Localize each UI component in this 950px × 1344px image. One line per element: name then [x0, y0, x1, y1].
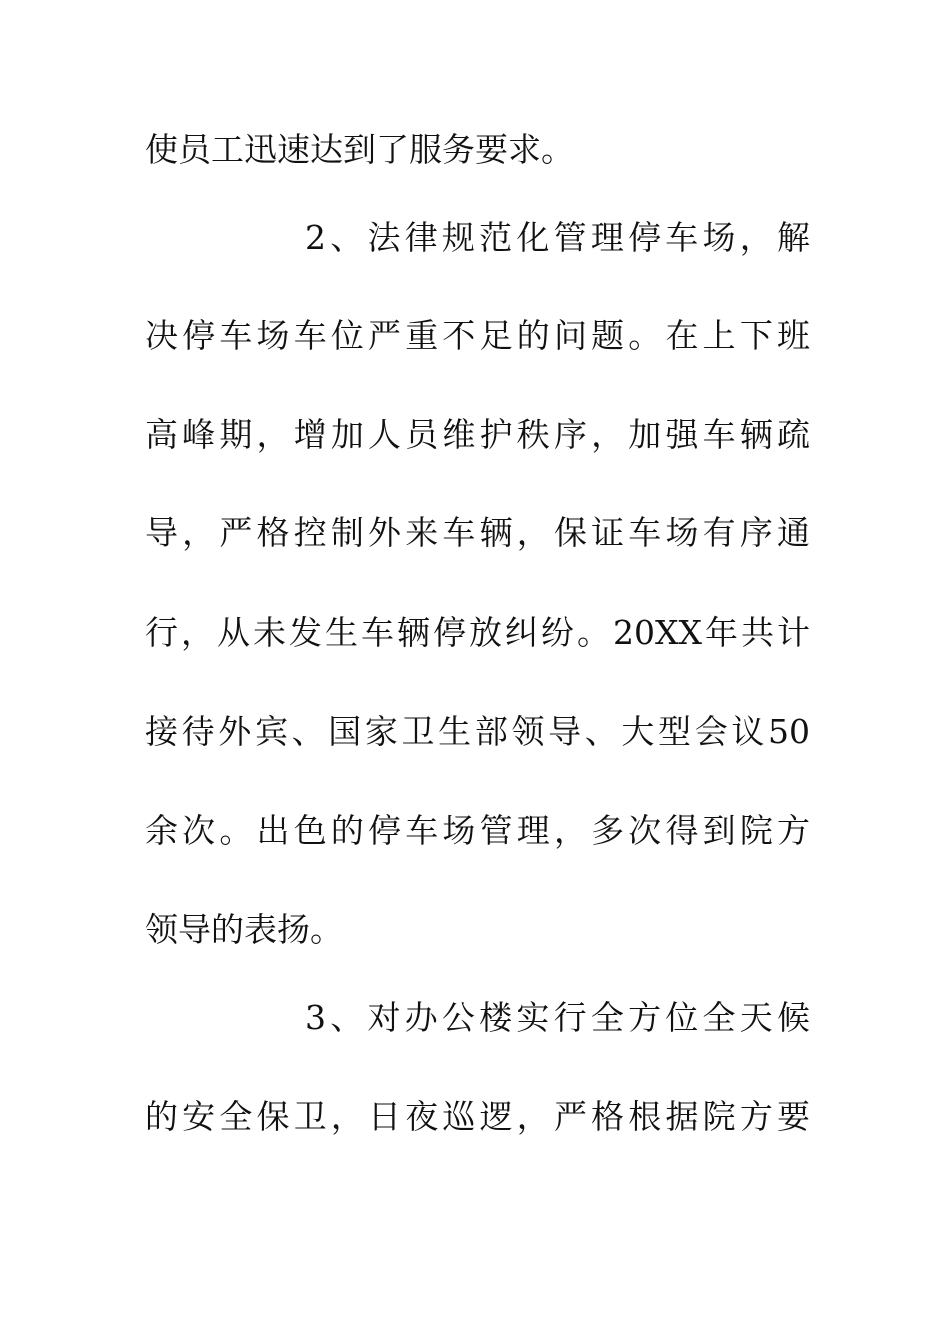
text-line-5: 导，严格控制外来车辆，保证车场有序通	[145, 513, 810, 552]
text-line-7: 接待外宾、国家卫生部领导、大型会议50	[145, 712, 810, 751]
paragraph-2-first-line: 2、法律规范化管理停车场，解	[305, 218, 810, 257]
text-line-4: 高峰期，增加人员维护秩序，加强车辆疏	[145, 415, 810, 454]
text-line-11: 的安全保卫，日夜巡逻，严格根据院方要	[145, 1097, 810, 1136]
text-line-1: 使员工迅速达到了服务要求。	[145, 130, 574, 169]
paragraph-3-first-line: 3、对办公楼实行全方位全天候	[305, 998, 810, 1037]
text-line-6: 行，从未发生车辆停放纠纷。20XX年共计	[145, 613, 810, 652]
text-line-3: 决停车场车位严重不足的问题。在上下班	[145, 316, 810, 355]
text-line-8: 余次。出色的停车场管理，多次得到院方	[145, 811, 810, 850]
text-line-9: 领导的表扬。	[145, 910, 343, 949]
